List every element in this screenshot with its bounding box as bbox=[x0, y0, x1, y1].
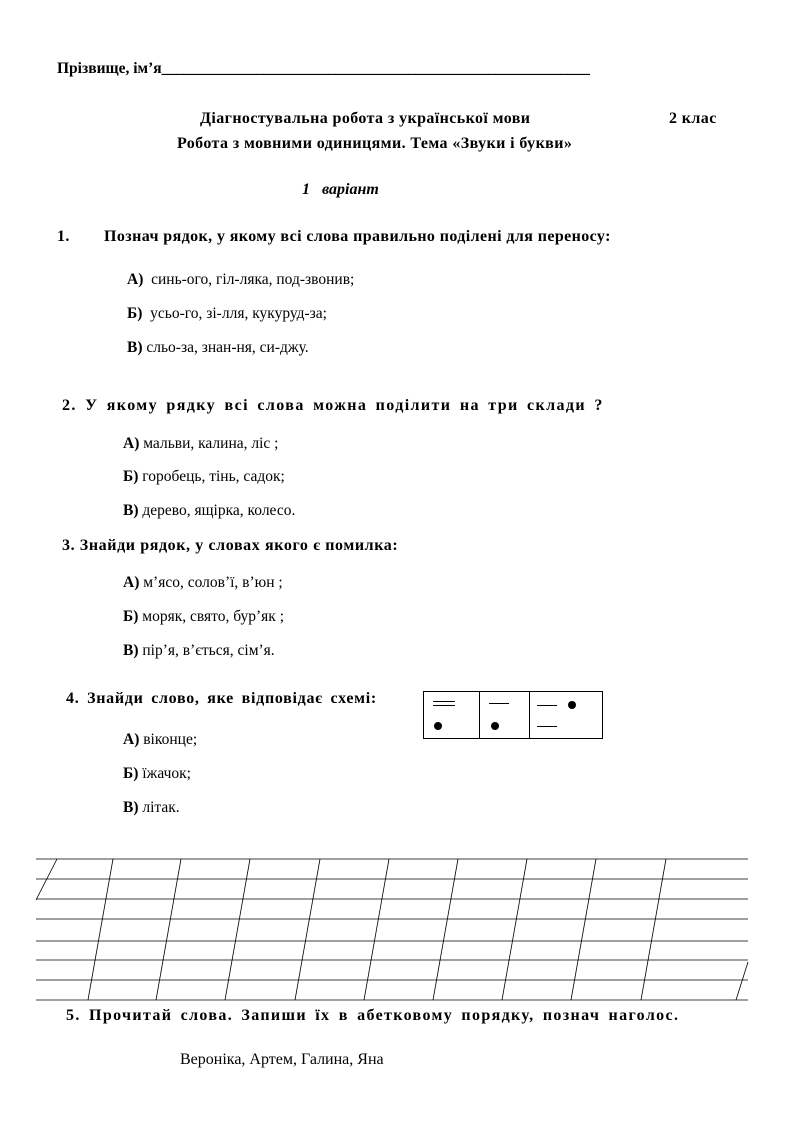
name-field[interactable] bbox=[57, 60, 589, 78]
q4-option-c[interactable] bbox=[123, 799, 180, 817]
q2-option-c[interactable] bbox=[123, 502, 295, 520]
option-text: їжачок; bbox=[142, 765, 191, 782]
q3-text: 3. Знайди рядок, у словах якого є помилка: bbox=[62, 537, 399, 554]
grade-label: 2 клас bbox=[669, 110, 717, 127]
scheme-dot bbox=[491, 722, 499, 730]
name-line: ___________________________________________________________ bbox=[161, 60, 590, 77]
grid-slant bbox=[736, 962, 748, 1000]
grid-slant bbox=[641, 859, 666, 1000]
option-letter: В) bbox=[127, 339, 143, 356]
option-letter: Б) bbox=[123, 608, 139, 625]
variant-label: варіант bbox=[322, 181, 379, 198]
option-text: сльо-за, знан-ня, си-джу. bbox=[146, 339, 309, 356]
q1-option-a[interactable] bbox=[127, 271, 354, 289]
q3-option-a[interactable] bbox=[123, 574, 283, 592]
q5-text: 5. Прочитай слова. Запиши їх в абетковому порядку, познач наголос. bbox=[66, 1007, 680, 1024]
grid-slant bbox=[156, 859, 181, 1000]
scheme-line bbox=[537, 726, 557, 727]
q1-option-c[interactable] bbox=[127, 339, 309, 357]
variant-heading bbox=[302, 181, 379, 199]
grid-slant bbox=[502, 859, 527, 1000]
q1-option-b[interactable] bbox=[127, 305, 327, 323]
q5-words: Вероніка, Артем, Галина, Яна bbox=[180, 1051, 384, 1068]
q3-option-c[interactable] bbox=[123, 642, 275, 660]
option-letter: Б) bbox=[123, 765, 139, 782]
q1-number: 1. bbox=[57, 228, 70, 245]
option-letter: А) bbox=[127, 271, 144, 288]
q4-option-a[interactable] bbox=[123, 731, 197, 749]
option-text: дерево, ящірка, колесо. bbox=[142, 502, 296, 519]
option-text: усьо-го, зі-лля, кукуруд-за; bbox=[150, 305, 327, 322]
grid-slant bbox=[88, 859, 113, 1000]
scheme-dot bbox=[568, 701, 576, 709]
option-letter: В) bbox=[123, 799, 139, 816]
option-letter: Б) bbox=[127, 305, 143, 322]
grid-slant bbox=[433, 859, 458, 1000]
option-text: мальви, калина, ліс ; bbox=[143, 435, 279, 452]
scheme-double-line bbox=[433, 701, 455, 702]
q4-text: 4. Знайди слово, яке відповідає схемі: bbox=[66, 690, 377, 707]
q2-text: 2. У якому рядку всі слова можна поділити на три склади ? bbox=[62, 397, 604, 414]
option-text: горобець, тінь, садок; bbox=[142, 468, 285, 485]
page-title: Діагностувальна робота з української мови bbox=[200, 110, 531, 127]
q2-option-b[interactable] bbox=[123, 468, 285, 486]
scheme-dot bbox=[434, 722, 442, 730]
q1-text: Познач рядок, у якому всі слова правильно поділені для переносу: bbox=[104, 228, 611, 245]
q2-option-a[interactable] bbox=[123, 435, 279, 453]
option-letter: Б) bbox=[123, 468, 139, 485]
name-label: Прізвище, ім’я bbox=[57, 60, 162, 77]
scheme-double-line bbox=[433, 705, 455, 706]
scheme-line bbox=[537, 705, 557, 706]
option-text: віконце; bbox=[143, 731, 198, 748]
option-text: синь-ого, гіл-ляка, под-звонив; bbox=[151, 271, 355, 288]
option-text: пір’я, в’ється, сім’я. bbox=[142, 642, 275, 659]
option-text: м’ясо, солов’ї, в’юн ; bbox=[143, 574, 283, 591]
option-letter: В) bbox=[123, 642, 139, 659]
variant-number: 1 bbox=[302, 181, 310, 198]
page-subtitle: Робота з мовними одиницями. Тема «Звуки і букви» bbox=[177, 135, 573, 152]
grid-slant bbox=[225, 859, 250, 1000]
scheme-divider bbox=[529, 692, 530, 738]
scheme-line bbox=[489, 703, 509, 704]
grid-slant bbox=[295, 859, 320, 1000]
option-text: моряк, свято, бур’як ; bbox=[142, 608, 285, 625]
grid-slant bbox=[364, 859, 389, 1000]
option-letter: А) bbox=[123, 435, 140, 452]
grid-slant bbox=[571, 859, 596, 1000]
grid-slant bbox=[36, 859, 57, 900]
option-letter: А) bbox=[123, 731, 140, 748]
syllable-scheme bbox=[423, 691, 603, 739]
option-letter: А) bbox=[123, 574, 140, 591]
scheme-divider bbox=[479, 692, 480, 738]
q3-option-b[interactable] bbox=[123, 608, 284, 626]
option-text: літак. bbox=[142, 799, 180, 816]
option-letter: В) bbox=[123, 502, 139, 519]
q4-option-b[interactable] bbox=[123, 765, 191, 783]
